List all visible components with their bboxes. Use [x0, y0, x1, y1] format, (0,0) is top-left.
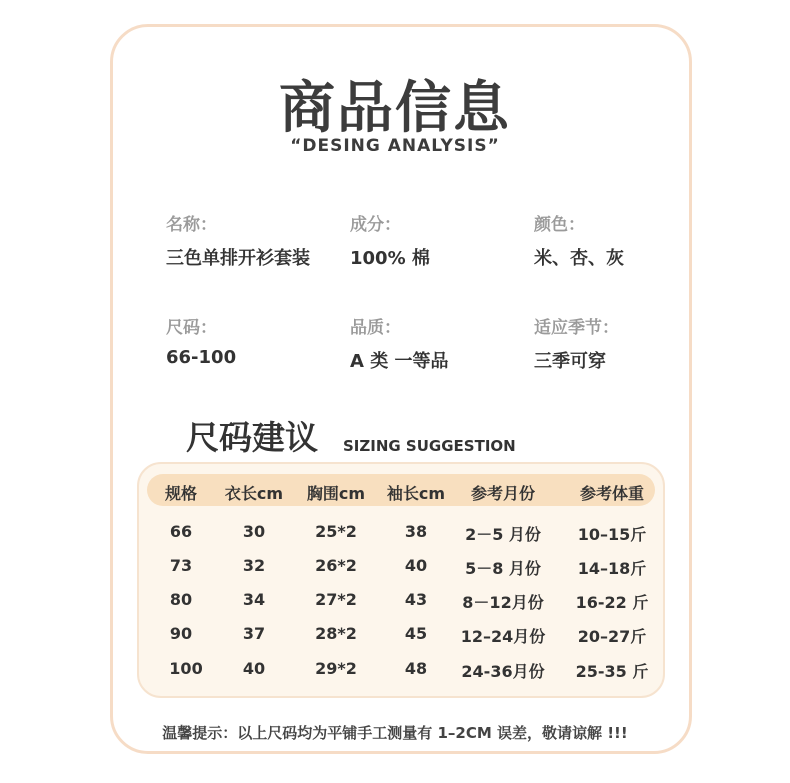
header-weight: 参考体重: [579, 484, 644, 503]
table-cell: 25-35 斤: [575, 662, 649, 681]
table-cell: 2－5 月份: [465, 525, 541, 544]
page-subtitle: “DESING ANALYSIS”: [290, 136, 500, 156]
header-spec: 规格: [164, 484, 197, 503]
quality-value: A 类 一等品: [350, 351, 449, 372]
table-cell: 73: [169, 556, 193, 575]
season-value: 三季可穿: [534, 351, 606, 372]
header-month: 参考月份: [470, 484, 535, 503]
size-section-title: 尺码建议: [186, 418, 318, 457]
color-label: 颜色：: [534, 215, 585, 235]
name-value: 三色单排开衫套装: [166, 248, 310, 269]
table-cell: 27*2: [315, 590, 357, 609]
table-cell: 43: [404, 590, 428, 609]
table-cell: 5－8 月份: [465, 559, 541, 578]
footer-note: 温馨提示：以上尺码均为平铺手工测量有 1–2CM 误差，敬请谅解 !!!: [162, 724, 628, 742]
table-cell: 20–27斤: [577, 627, 647, 646]
table-cell: 25*2: [315, 522, 357, 541]
material-label: 成分：: [350, 215, 401, 235]
header-length: 衣长cm: [224, 484, 284, 503]
table-cell: 14–18斤: [577, 559, 647, 578]
table-cell: 80: [169, 590, 193, 609]
size-value: 66-100: [166, 347, 237, 368]
table-cell: 28*2: [315, 624, 357, 643]
table-cell: 45: [404, 624, 428, 643]
table-cell: 24-36月份: [461, 662, 545, 681]
table-cell: 34: [242, 590, 266, 609]
table-cell: 10–15斤: [577, 525, 647, 544]
table-cell: 8－12月份: [462, 593, 544, 612]
table-cell: 40: [242, 659, 266, 678]
size-section-subtitle: SIZING SUGGESTION: [343, 437, 516, 455]
table-cell: 90: [169, 624, 193, 643]
color-value: 米、杏、灰: [534, 248, 624, 269]
material-value: 100% 棉: [350, 248, 430, 269]
page-title: 商品信息: [279, 76, 511, 141]
header-chest: 胸围cm: [306, 484, 366, 503]
table-cell: 26*2: [315, 556, 357, 575]
table-cell: 30: [242, 522, 266, 541]
table-cell: 100: [169, 659, 203, 678]
table-cell: 40: [404, 556, 428, 575]
table-cell: 37: [242, 624, 266, 643]
header-sleeve: 袖长cm: [386, 484, 446, 503]
quality-label: 品质：: [350, 318, 401, 338]
table-cell: 38: [404, 522, 428, 541]
name-label: 名称：: [166, 215, 217, 235]
table-cell: 66: [169, 522, 193, 541]
size-label: 尺码：: [166, 318, 217, 338]
season-label: 适应季节：: [534, 318, 619, 338]
table-cell: 12–24月份: [460, 627, 546, 646]
table-cell: 32: [242, 556, 266, 575]
table-cell: 48: [404, 659, 428, 678]
table-cell: 29*2: [315, 659, 357, 678]
table-cell: 16-22 斤: [575, 593, 649, 612]
